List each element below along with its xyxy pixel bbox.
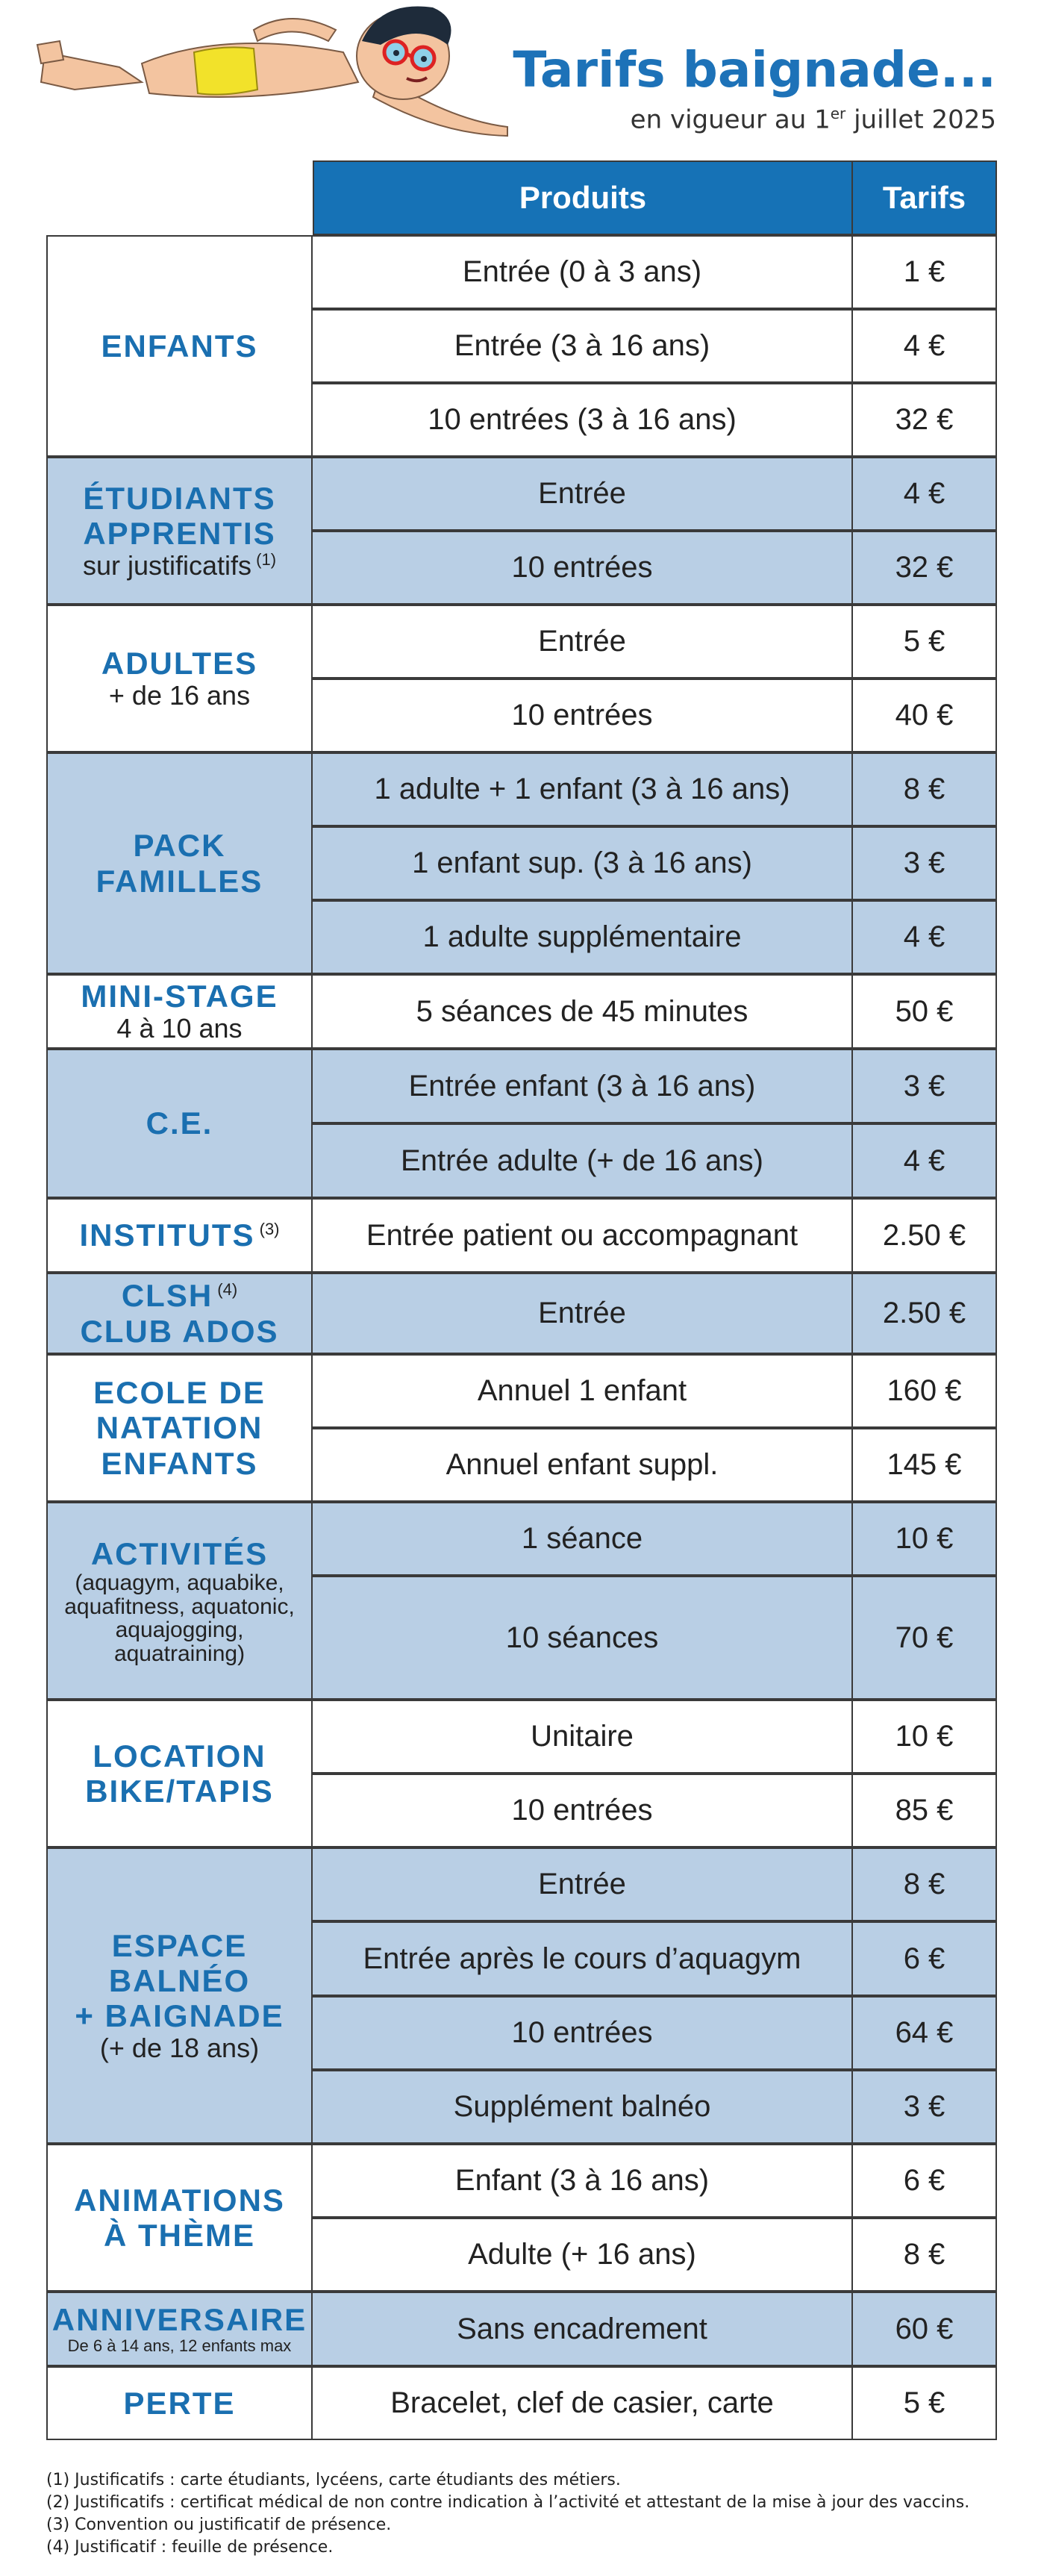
group-title: ACTIVITÉS bbox=[90, 1535, 269, 1571]
group-title: LOCATION bbox=[93, 1738, 266, 1774]
table-row bbox=[46, 1921, 997, 1996]
price-cell: 2.50 € bbox=[851, 1198, 997, 1273]
price-cell: 64 € bbox=[851, 1996, 997, 2070]
price-cell: 60 € bbox=[851, 2292, 997, 2366]
price-cell: 8 € bbox=[851, 2218, 997, 2292]
group-title: ADULTES bbox=[101, 646, 258, 682]
group-title: MINI-STAGE bbox=[81, 979, 278, 1014]
footnote-ref: (4) bbox=[213, 1280, 238, 1300]
product-cell: Bracelet, clef de casier, carte bbox=[311, 2366, 853, 2440]
group-subtitle-text: 4 à 10 ans bbox=[116, 1013, 243, 1044]
price-cell: 8 € bbox=[851, 752, 997, 826]
footnote-ref: (3) bbox=[254, 1220, 280, 1239]
price-cell: 32 € bbox=[851, 383, 997, 457]
table-row bbox=[46, 2292, 997, 2366]
price-cell: 32 € bbox=[851, 531, 997, 605]
product-cell: Entrée bbox=[311, 1847, 853, 1921]
price-cell: 1 € bbox=[851, 235, 997, 309]
group-title: CLSH $^{(4)}$ bbox=[121, 1278, 238, 1314]
product-cell: Entrée bbox=[311, 457, 853, 531]
group-title: C.E. bbox=[146, 1105, 213, 1141]
group-title: ENFANTS bbox=[101, 1445, 258, 1481]
table-row bbox=[46, 1428, 997, 1502]
group-title: PACK bbox=[133, 828, 226, 864]
footnote-line: (1) Justificatifs : carte étudiants, lycéens, carte étudiants des métiers. bbox=[46, 2471, 621, 2489]
product-cell: 1 enfant sup. (3 à 16 ans) bbox=[311, 826, 853, 900]
product-cell: Entrée (3 à 16 ans) bbox=[311, 309, 853, 383]
table-row bbox=[46, 2218, 997, 2292]
table-row bbox=[46, 605, 997, 682]
product-cell: Entrée bbox=[311, 1273, 853, 1354]
group-title: INSTITUTS $^{(3)}$ bbox=[79, 1217, 280, 1253]
table-row bbox=[46, 383, 997, 457]
page-subtitle: en vigueur au 1er juillet 2025 bbox=[630, 105, 996, 135]
group-title: BIKE/TAPIS bbox=[85, 1774, 274, 1809]
product-cell: 10 séances bbox=[311, 1576, 853, 1700]
table-row bbox=[46, 679, 997, 752]
header-prices: Tarifs bbox=[851, 160, 997, 235]
group-subtitle-text: (+ de 18 ans) bbox=[99, 2032, 260, 2063]
page-header bbox=[0, 0, 1041, 157]
table-row bbox=[46, 1502, 997, 1576]
group-title: ANNIVERSAIRE bbox=[51, 2302, 307, 2338]
table-row bbox=[46, 752, 997, 826]
footnote-ref: (1) bbox=[251, 549, 277, 569]
table-row bbox=[46, 1123, 997, 1198]
product-cell: 10 entrées bbox=[311, 679, 853, 752]
product-cell: Annuel enfant suppl. bbox=[311, 1428, 853, 1502]
price-cell: 5 € bbox=[851, 2366, 997, 2440]
price-cell: 4 € bbox=[851, 1123, 997, 1198]
group-title: CLUB ADOS bbox=[80, 1313, 279, 1349]
group-title: + BAIGNADE bbox=[75, 1998, 284, 2033]
price-cell: 3 € bbox=[851, 2070, 997, 2144]
product-cell: Entrée après le cours d’aquagym bbox=[311, 1921, 853, 1996]
price-cell: 10 € bbox=[851, 1502, 997, 1576]
product-cell: 1 séance bbox=[311, 1502, 853, 1576]
group-note: De 6 à 14 ans, 12 enfants max bbox=[67, 2336, 292, 2356]
product-cell: Entrée bbox=[311, 605, 853, 679]
table-row bbox=[46, 1847, 997, 1921]
product-cell: 10 entrées bbox=[311, 1774, 853, 1847]
group-title: ANIMATIONS bbox=[74, 2182, 285, 2218]
price-cell: 160 € bbox=[851, 1354, 997, 1428]
group-title: BALNÉO bbox=[108, 1962, 251, 1998]
group-title: NATATION bbox=[96, 1410, 263, 1446]
product-cell: Unitaire bbox=[311, 1700, 853, 1774]
price-cell: 10 € bbox=[851, 1700, 997, 1774]
price-cell: 70 € bbox=[851, 1576, 997, 1700]
group-subtitle-text: + de 16 ans bbox=[108, 680, 251, 711]
group-title: APPRENTIS bbox=[83, 515, 276, 551]
footnote-line: (4) Justificatif : feuille de présence. bbox=[46, 2538, 334, 2557]
price-cell: 2.50 € bbox=[851, 1273, 997, 1354]
product-cell: Entrée adulte (+ de 16 ans) bbox=[311, 1123, 853, 1198]
table-row bbox=[46, 2070, 997, 2144]
table-row bbox=[46, 1198, 997, 1273]
group-title: ESPACE bbox=[111, 1927, 248, 1963]
table-row bbox=[46, 235, 997, 309]
product-cell: 10 entrées bbox=[311, 531, 853, 605]
table-row bbox=[46, 974, 997, 1049]
product-cell: Sans encadrement bbox=[311, 2292, 853, 2366]
header-products: Produits bbox=[313, 160, 853, 235]
product-cell: Supplément balnéo bbox=[311, 2070, 853, 2144]
group-title: ENFANTS bbox=[101, 328, 258, 364]
price-cell: 4 € bbox=[851, 900, 997, 974]
price-cell: 6 € bbox=[851, 2144, 997, 2218]
table-row bbox=[46, 309, 997, 383]
price-cell: 4 € bbox=[851, 457, 997, 531]
table-row bbox=[46, 457, 997, 531]
group-subtitle-text: sur justificatifs bbox=[82, 549, 252, 581]
footnotes bbox=[46, 2469, 997, 2559]
group-subtitle-text: (aquagym, aquabike, aquafitness, aquatonic, aquajogging, aquatraining) bbox=[64, 1571, 295, 1666]
price-cell: 40 € bbox=[851, 679, 997, 752]
group-title: PERTE bbox=[123, 2385, 236, 2421]
group-title: FAMILLES bbox=[96, 863, 263, 899]
group-title: À THÈME bbox=[104, 2218, 255, 2253]
table-row bbox=[46, 1700, 997, 1774]
product-cell: Annuel 1 enfant bbox=[311, 1354, 853, 1428]
footnote-line: (3) Convention ou justificatif de présence. bbox=[46, 2516, 392, 2534]
table-row bbox=[46, 2144, 997, 2218]
product-cell: 1 adulte supplémentaire bbox=[311, 900, 853, 974]
group-title: ECOLE DE bbox=[93, 1375, 266, 1411]
table-row bbox=[46, 531, 997, 605]
product-cell: 1 adulte + 1 enfant (3 à 16 ans) bbox=[311, 752, 853, 826]
product-cell: 10 entrées bbox=[311, 1996, 853, 2070]
product-cell: Enfant (3 à 16 ans) bbox=[311, 2144, 853, 2218]
product-cell: Entrée enfant (3 à 16 ans) bbox=[311, 1049, 853, 1123]
table-row bbox=[46, 2366, 997, 2440]
price-cell: 85 € bbox=[851, 1774, 997, 1847]
table-header-row bbox=[46, 160, 997, 235]
table-row bbox=[46, 1273, 997, 1354]
table-row bbox=[46, 1576, 997, 1700]
product-cell: Entrée patient ou accompagnant bbox=[311, 1198, 853, 1273]
product-cell: 10 entrées (3 à 16 ans) bbox=[311, 383, 853, 457]
price-cell: 8 € bbox=[851, 1847, 997, 1921]
footnote-line: (2) Justificatifs : certificat médical de non contre indication à l’activité et attestant de la mise à jour des vaccins. bbox=[46, 2493, 970, 2512]
group-title: ÉTUDIANTS bbox=[83, 480, 276, 516]
price-cell: 5 € bbox=[851, 605, 997, 679]
product-cell: 5 séances de 45 minutes bbox=[311, 974, 853, 1049]
table-row bbox=[46, 1354, 997, 1428]
price-cell: 3 € bbox=[851, 826, 997, 900]
table-row bbox=[46, 900, 997, 974]
table-row bbox=[46, 1996, 997, 2070]
page-title: Tarifs baignade... bbox=[513, 41, 996, 99]
table-row bbox=[46, 1774, 997, 1847]
price-cell: 50 € bbox=[851, 974, 997, 1049]
product-cell: Entrée (0 à 3 ans) bbox=[311, 235, 853, 309]
price-cell: 4 € bbox=[851, 309, 997, 383]
swimmer-illustration bbox=[30, 0, 515, 149]
product-cell: Adulte (+ 16 ans) bbox=[311, 2218, 853, 2292]
table-row bbox=[46, 1049, 997, 1123]
table-row bbox=[46, 826, 997, 900]
price-cell: 6 € bbox=[851, 1921, 997, 1996]
price-cell: 145 € bbox=[851, 1428, 997, 1502]
price-cell: 3 € bbox=[851, 1049, 997, 1123]
